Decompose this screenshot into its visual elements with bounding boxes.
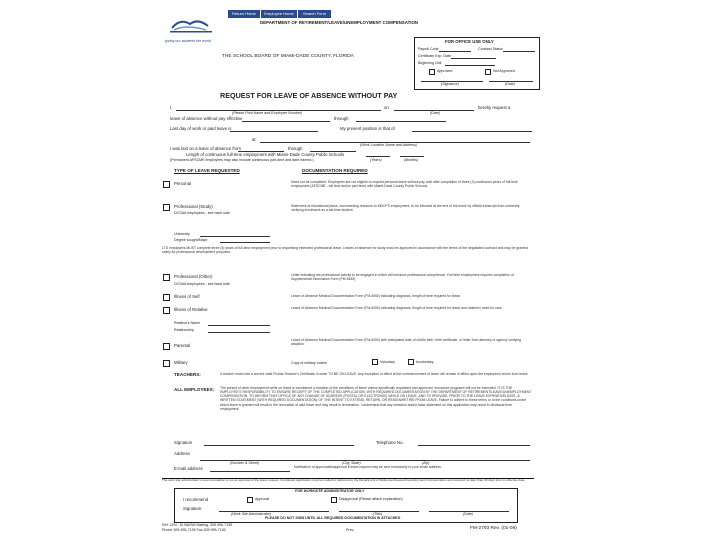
email-line[interactable] xyxy=(210,471,290,472)
leave-doc-military: Copy of military orders xyxy=(291,361,327,365)
degree-label: Degree sought/Major xyxy=(174,238,208,242)
form-title: REQUEST FOR LEAVE OF ABSENCE WITHOUT PAY xyxy=(220,91,398,100)
length-label: Length of continuous full-time employment with Miami-Dade County Public Schools xyxy=(186,152,345,157)
office-field-cert: Certificate Exp. Date xyxy=(418,54,451,58)
location-caption: (Work Location Name and Address) xyxy=(360,143,417,147)
hereby-label: hereby request a xyxy=(478,105,511,110)
dcsaa-note-2: DCSAA employees - see back side xyxy=(174,282,230,286)
professional-study-checkbox[interactable] xyxy=(163,204,170,211)
through-label: through xyxy=(334,116,349,121)
logo-caption: giving our students the world xyxy=(165,39,211,43)
footnote: The work site administrator's recommendation is not an approval of the leave request. Completed application must be mailed or delivered to the Department of Retirement/Leave/Unemployment Compensation and received no later than 30 days prior to effective date. xyxy=(162,478,526,482)
admin-signature-label: Signature xyxy=(183,506,202,511)
years-caption: (Years) xyxy=(370,158,382,162)
relationship-line[interactable] xyxy=(208,332,270,333)
admin-approval-label: Approval xyxy=(255,497,270,501)
leave-doc-personal: Need not be completed. Employees are not eligible to request personal leave without pay until after completion of three (3) continuous years of full-time employment (AFSCME - full time and/or part time) with Miami-Dade County Public Schools. xyxy=(291,180,518,189)
form-number: FM-2793 Rev. (01-06) xyxy=(470,526,517,531)
documentation-header: DOCUMENTATION REQUIRED xyxy=(302,168,368,173)
leave-doc-illness-relative: Leave of Absence Medical Documentation Form (FM-5050) indicating diagnosis, length of time required for leave and relative's need for care. xyxy=(291,306,503,310)
parental-checkbox[interactable] xyxy=(163,343,170,350)
degree-line[interactable] xyxy=(220,242,270,243)
leave-doc-illness-self: Leave of Absence Medical Documentation Form (FM-5050) indicating diagnosis, length of time required for leave. xyxy=(291,294,461,298)
office-field-unit: Beginning Unit xyxy=(418,61,442,65)
university-line[interactable] xyxy=(200,236,270,237)
board-title: THE SCHOOL BOARD OF MIAMI-DADE COUNTY, FLORIDA xyxy=(222,54,354,59)
all-employees-label: ALL EMPLOYEES: xyxy=(174,387,215,392)
recommend-label: I recommend xyxy=(183,497,209,502)
leave-label-parental: Parental xyxy=(174,343,191,348)
admin-caption-admin: (Work Site Administrator) xyxy=(231,512,272,516)
zip-caption: (Zip) xyxy=(422,461,430,465)
leave-label-professional-study: Professional (Study) xyxy=(174,204,213,209)
return-home-button[interactable]: Return Home xyxy=(228,10,261,18)
all-employees-text: The pursuit of other employment while on leave is considered a violation of the conditions of leave unless specifically requested and approved. Insurance programs will not be extended. IT IS THE EMPLOYEE'S RESPONSIBILITY TO ENSURE RECEIPT OF THE COMPLETED APPLICATION, WITH REQUIRED DOCUMENTATION BY THE DEPARTMENT OF RETIREMENT/LEAVE/UNEMPLOYMENT COMPENSATION, TO INFORM THAT OFFICE OF ANY CHANGE OF ADDRESS (POSTAL OR ELECTRONIC) WHILE ON LEAVE, AND TO PROVIDE, PRIOR TO THE LEAVE EXPIRATION DATE, A WRITTEN STATEMENT (WITH REQUIRED DOCUMENTATION) OF THE INTENT TO EXTEND, RETURN, OR RESIGN/RETIRE FROM LEAVE. Failure to adhere to these terms or to the conditions under which leave is granted will result in the revocation of said leave and may result in termination. I understand that any omission and/or false statement on this application may result in dismissal from employment. xyxy=(220,386,532,411)
last-day-label: Last day of work or paid leave is xyxy=(170,126,232,131)
form-page xyxy=(160,10,560,535)
university-label: University xyxy=(174,232,190,236)
prior-leave-label: I was last on a leave of absence from xyxy=(170,146,241,151)
professional-other-checkbox[interactable] xyxy=(163,274,170,281)
school-board-logo xyxy=(166,16,216,38)
street-caption: (Number & Street) xyxy=(230,461,260,465)
dcsaa-note-1: DCSAA employees - see back side xyxy=(174,211,230,215)
name-caption: (Please Print Name and Employee Number) xyxy=(232,111,303,115)
leave-doc-professional-study: Statement of educational plans, documenting resource to MDCPS employment, to be followed at the end of the leave by official transcript from university verifying enrollment as a full-time student. xyxy=(291,204,520,213)
illness-self-checkbox[interactable] xyxy=(163,294,170,301)
relationship-label: Relationship xyxy=(174,328,194,332)
employee-home-button[interactable]: Employee Home xyxy=(261,10,298,18)
footer-prev: Prev. xyxy=(346,528,355,532)
date-caption: (Date) xyxy=(430,111,440,115)
relative-name-line[interactable] xyxy=(208,325,270,326)
search-form-button[interactable]: Search Form xyxy=(298,10,332,18)
email-label: E-mail address xyxy=(174,466,203,471)
leave-label-illness-self: Illness of Self xyxy=(174,294,200,299)
last-day-line[interactable] xyxy=(230,131,318,132)
teachers-text: A teacher must hold a current valid Florida Teacher's Certificate in order TO BE ON LEAVE. Any exception in effect at the commencement of leave will remain in effect upon the employee's return from leave. xyxy=(220,372,529,376)
effective-line[interactable] xyxy=(242,121,330,122)
leave-label-professional-other: Professional (Other) xyxy=(174,274,213,279)
admin-disapproval-label: Disapproval (Please attach explanation) xyxy=(339,497,403,501)
office-date-caption: (Date) xyxy=(505,82,515,86)
at-label: at xyxy=(252,137,256,142)
military-checkbox[interactable] xyxy=(163,360,170,367)
voluntary-label: Voluntary xyxy=(380,360,395,364)
ltd-note: LTD employees MUST complete three (3) years of full-time employment prior to requesting extended professional leave. Leaves of absence for study must be approved in accordance with the terms of the negotiated contract and may be granted solely for professional development purposes. xyxy=(162,246,528,255)
office-field-payroll: Payroll Code xyxy=(418,47,439,51)
admin-disapproval-checkbox[interactable] xyxy=(331,497,337,503)
leave-doc-parental: Leave of Absence Medical Documentation Form (FM-5050) with anticipated date of child's birth, birth certificate, or letter from attorney or agency verifying adoption. xyxy=(291,338,521,347)
voluntary-checkbox[interactable] xyxy=(372,359,378,365)
office-field-contract: Contract Status xyxy=(478,47,503,51)
office-sig-caption: (Signature) xyxy=(441,82,459,86)
telephone-line[interactable] xyxy=(418,445,530,446)
approved-label: Approved xyxy=(437,69,453,73)
leave-label-military: Military xyxy=(174,360,188,365)
relative-name-label: Relative's Name xyxy=(174,321,201,325)
leave-doc-professional-other: Letter indicating the professional activity to be engaged in which will enhance professional competence. Full-time employment requires completion of Supplemental Information Form (FM-5445). xyxy=(291,273,514,282)
personal-checkbox[interactable] xyxy=(163,181,170,188)
office-use-box xyxy=(414,37,540,90)
admin-caption-title: (Title) xyxy=(373,512,383,516)
prior-through-label: through xyxy=(288,146,303,151)
email-notification-note: Notification of approval/disapproval if leave request may be sent exclusively to your email address. xyxy=(294,465,442,469)
not-approved-checkbox[interactable] xyxy=(485,69,491,75)
permanent-note: (Permanent AFSCME employees may also include continuous part-time and date earned.) xyxy=(170,158,314,162)
admin-caption-date: (Date) xyxy=(463,512,473,516)
admin-approval-checkbox[interactable] xyxy=(247,497,253,503)
involuntary-label: Involuntary xyxy=(416,360,434,364)
i-label: I, xyxy=(170,105,173,110)
not-approved-label: Not Approved xyxy=(493,69,515,73)
admin-box xyxy=(174,488,518,523)
footer-phone: Phone 305 995-7195 Fax 305 995-7182 xyxy=(162,528,226,532)
footer-ref: Ref. LEN - Sr BA/SM Mailing, 305 995-7195 xyxy=(162,523,233,527)
teachers-label: TEACHERS: xyxy=(174,372,201,377)
leave-label-personal: Personal xyxy=(174,181,191,186)
address-label: Address xyxy=(174,451,190,456)
admin-warning: PLEASE DO NOT SIGN UNTIL ALL REQUIRED DOCUMENTATION IS ATTACHED xyxy=(265,516,401,520)
involuntary-checkbox[interactable] xyxy=(408,359,414,365)
on-label: on xyxy=(384,105,389,110)
signature-label: Signature xyxy=(174,440,193,445)
admin-header: FOR WORKSITE ADMINISTRATOR ONLY xyxy=(295,489,365,493)
months-line[interactable] xyxy=(400,156,424,157)
telephone-label: Telephone No. xyxy=(376,440,404,445)
office-use-title: FOR OFFICE USE ONLY xyxy=(445,39,494,44)
illness-relative-checkbox[interactable] xyxy=(163,307,170,314)
position-label: My present position is that of xyxy=(340,126,395,131)
position-line[interactable] xyxy=(412,131,532,132)
leave-from-label: leave of absence without pay effective xyxy=(170,116,243,121)
months-caption: (Months) xyxy=(404,158,419,162)
type-of-leave-header: TYPE OF LEAVE REQUESTED xyxy=(174,168,240,173)
city-caption: (City, State) xyxy=(342,461,361,465)
department-title: DEPARTMENT OF RETIREMENT/LEAVE/UNEMPLOYMENT COMPENSATION xyxy=(260,20,419,25)
leave-label-illness-relative: Illness of Relative xyxy=(174,307,208,312)
through-line[interactable] xyxy=(356,121,446,122)
years-line[interactable] xyxy=(366,156,390,157)
approved-checkbox[interactable] xyxy=(429,69,435,75)
signature-line[interactable] xyxy=(204,445,354,446)
